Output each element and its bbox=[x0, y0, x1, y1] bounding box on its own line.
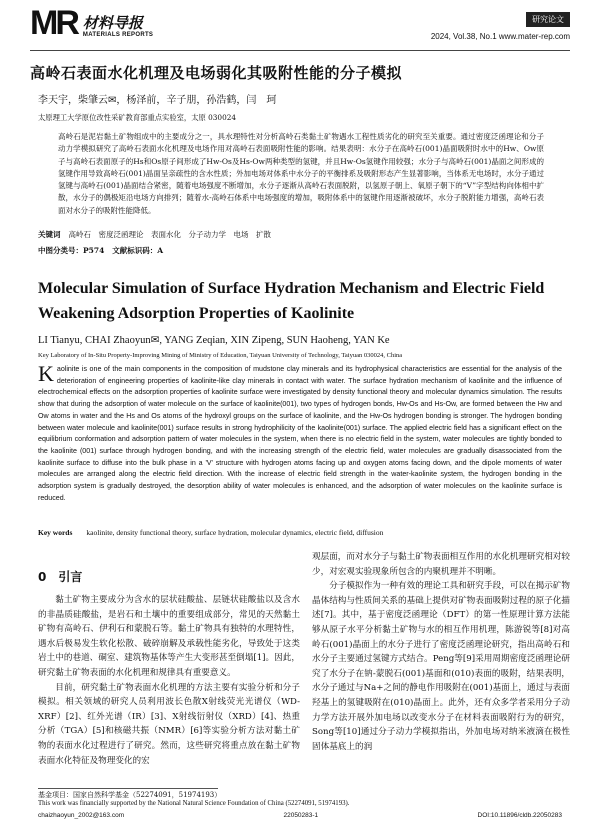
footnote-divider bbox=[38, 788, 218, 789]
body-column-right bbox=[312, 550, 570, 754]
issue-line: 2024, Vol.38, No.1 www.mater-rep.com bbox=[430, 32, 570, 41]
page-code: 22050283-1 bbox=[283, 812, 319, 819]
authors-cn: 李天宇，柴肇云✉，杨泽前，辛子朋，孙浩鹤，闫 珂 bbox=[38, 95, 277, 106]
keywords-cn-text: 高岭石 密度泛函理论 表面水化 分子动力学 电场 扩散 bbox=[68, 230, 271, 239]
journal-name-en: MATERIALS REPORTS bbox=[82, 32, 154, 38]
fund-cn: 基金项目：国家自然科学基金（52274091，51974193） bbox=[38, 791, 222, 799]
header-divider bbox=[30, 50, 570, 51]
class-code: 中图分类号：P574 bbox=[38, 246, 105, 255]
body-paragraph: 黏土矿物主要成分为含水的层状硅酸盐、层链状硅酸盐以及含水的非晶质硅酸盐，是岩石和土壤中的重要组成部分，常见的天然黏土矿物有高岭石、伊利石和蒙脱石等。黏土矿物具有独特的水理特性，遇水后极易发生软化松散、破碎崩解及承载性能劣化，导致处于这类岩土中的巷道、硐室、建筑物基体等产生大变形甚至倒塌[1]。因此，研究黏土矿物表面的水化机理和规律具有重要意义。 bbox=[38, 595, 300, 678]
body-column-left bbox=[38, 550, 300, 768]
keywords-en-text: kaolinite, density functional theory, surface hydration, molecular dynamics, electric field, diffusion bbox=[86, 528, 384, 537]
page-footer bbox=[38, 812, 562, 819]
journal-name-cn: 材料导报 bbox=[82, 14, 143, 32]
title-en: Molecular Simulation of Surface Hydration Mechanism and Electric Field Weakening Adsorption Properties of Kaolinite bbox=[38, 280, 545, 322]
doi: DOI:10.11896/cldb.22050283 bbox=[477, 812, 562, 819]
keywords-cn bbox=[38, 229, 271, 240]
doc-code: 文献标识码：A bbox=[112, 246, 164, 255]
abstract-dropcap: K bbox=[38, 361, 54, 386]
authors-en: LI Tianyu, CHAI Zhaoyun✉, YANG Zeqian, XIN Zipeng, SUN Haoheng, YAN Ke bbox=[38, 335, 390, 346]
logo-mark: MR bbox=[30, 4, 77, 42]
journal-header bbox=[30, 4, 570, 48]
body-paragraph: 观层面，而对水分子与黏土矿物表面相互作用的水化机理研究相对较少，对宏观实验现象所包含的内聚机理并不明晰。 bbox=[312, 552, 570, 577]
keywords-en-label: Key words bbox=[38, 528, 73, 537]
body-paragraph: 分子模拟作为一种有效的理论工具和研究手段，可以在揭示矿物晶体结构与性质间关系的基础上提供对矿物表面吸附过程的原子化描述[7]。其中，基于密度泛函理论（DFT）的第一性原理计算方法能够从原子水平分析黏土矿物与水的相互作用机理，陈游锐等[8]对高岭石(001)晶面上的水分子进行了密度泛函理论研究，指出高岭石和水分子主要通过氢键方式结合。Peng等[9]采用周期密度泛函理论研究了水分子在钠-蒙脱石(001)基面和(010)表面的吸附，结果表明，水分子通过与Na+之间的静电作用吸附在(001)基面上，通过与表面羟基上的氢键吸附在(010)晶面上。此外，还有众多学者采用分子动力学方法开展外加电场以改变水分子在材料表面吸附行为的研究，Song等[10]通过分子动力学模拟指出，外加电场对纳米液滴在极性固体基底上的润 bbox=[312, 581, 570, 752]
abstract-en-text: aolinite is one of the main components in the composition of mudstone clay minerals and its hydrophysical characteristics are essential for the analysis of the deterioration of engineering properties of kaolinite-like clay minerals in contact with water. The surface hydration mechanism of kaolinite and the influence of electrochemical effects on the adsorption properties of kaolinite surface were investigated by density functional theory and molecular dynamics simulation. The results show that during the adsorption of water molecule on the surface of kaolinite(001), two types of hydrogen bonds, Hw-Os and Hs-Ow, are formed between the Hw and Ow atoms in water and the Hs and Os atoms of the hydroxyl groups on the surface of kaolinite, and the Hw-Os hydrogen bonding is stronger. The hydrogen bonding between water molecule and kaolinite(001) surface results in strong hydrophilicity of the kaolinite(001) surface. The applied electric field has a significant effect on the equilibrium conformation and adsorption pattern of water molecules in the system, when there is no electric field in the system, water molecules are tightly bonded to the kaolinite (001) surface through hydrogen bonding, and with the increasing strength of the electric field, water molecules are gradually disassociated from the kaolinite surface to diffuse into the bulk phase in a 'V' structure with hydrogen atoms facing up and oxygen atoms facing down, and the dipole moments of water molecules are arranged along the electric field direction. With the increase of electric field strength in the water-kaolinite system, the hydrogen bonding in the adsorption system is gradually destroyed, the desorption ability of water molecules is enhanced, and the adsorption of water molecules on the kaolinite surface is reduced. bbox=[38, 365, 562, 502]
affiliation-cn: 太原理工大学原位改性采矿教育部重点实验室，太原 030024 bbox=[38, 113, 237, 122]
affiliation-en: Key Laboratory of In-Situ Property-Improving Mining of Ministry of Education, Taiyuan University of Technology, Taiyuan 030024, China bbox=[38, 352, 403, 359]
abstract-cn: 高岭石是泥岩黏土矿物组成中的主要成分之一，具水理特性对分析高岭石类黏土矿物遇水工程性质劣化的研究至关重要。通过密度泛函理论和分子动力学模拟研究了高岭石表面水化机理及电场作用对高岭石表面吸附性能的影响。结果表明：水分子在高岭石(001)晶面吸附时水中的Hw、Ow原子与高岭石表面原子的Hs和Os原子间形成了Hw-Os及Hs-Ow两种类型的氢键，并且Hw-Os氢键作用较强；水分子与高岭石(001)晶面之间形成的氢键作用导致高岭石(001)晶面呈亲疏性的含水性质；外加电场对体系中水分子的平衡排系及吸附形态产生显著影响，当体系无电场时，水分子通过氢键与高岭石(001)晶面结合紧密，随着电场强度不断增加，水分子逐渐从高岭石表面脱附，以氢原子朝上、氧原子朝下的“V”字型结构向体相中扩散，水分子的偶极矩沿电场方向排列；随着水-高岭石体系中电场强度的增加，吸附体系中的氢键作用逐渐被破坏，水分子脱附能力增强，高岭石表面对水分子的吸附性能降低。 bbox=[58, 132, 544, 215]
keywords-en bbox=[38, 528, 383, 537]
section-badge: 研究论文 bbox=[526, 12, 570, 27]
section-heading-intro: 0 引言 bbox=[38, 570, 83, 584]
body-paragraph: 目前，研究黏土矿物表面水化机理的方法主要有实验分析和分子模拟。相关领域的研究人员利用波长色散X射线荧光光谱仪（WD-XRF）[2]、红外光谱（IR）[3]、X射线衍射仪（XRD）[4]、热重分析（TGA）[5]和核磁共振（NMR）[6]等实验分析方法对黏土矿物的表面水化过程进行了研究。然而，这些研究将重点放在黏土矿物表面水化特征及物理变化的宏 bbox=[38, 682, 300, 766]
classification-cn bbox=[38, 245, 171, 256]
journal-logo bbox=[30, 4, 154, 42]
author-email: chaizhaoyun_2002@163.com bbox=[38, 812, 125, 819]
title-cn: 高岭石表面水化机理及电场弱化其吸附性能的分子模拟 bbox=[30, 64, 403, 82]
keywords-cn-label: 关键词 bbox=[38, 230, 61, 239]
abstract-en bbox=[38, 361, 562, 504]
fund-en: This work was financially supported by the National Natural Science Foundation of China (52274091, 51974193). bbox=[38, 800, 350, 807]
